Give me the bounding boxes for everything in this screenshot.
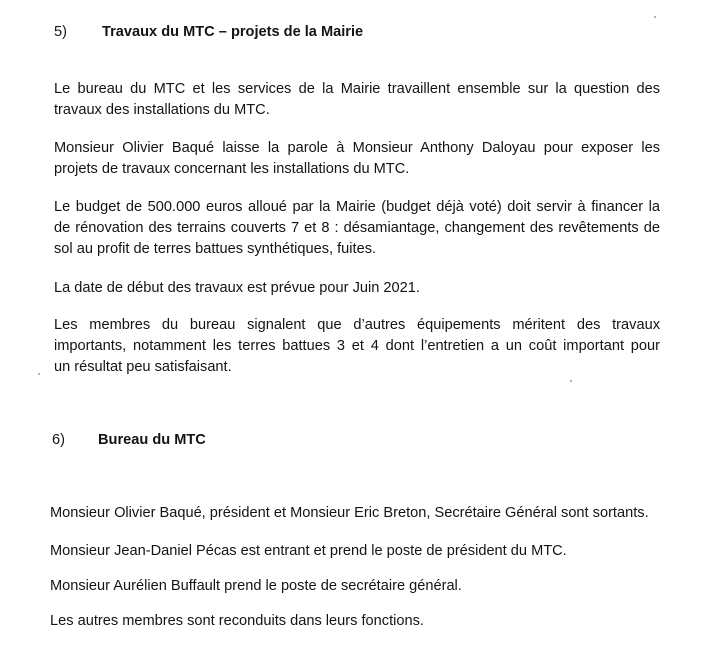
section-6-paragraph-4	[50, 611, 424, 632]
paragraph-line: Monsieur Aurélien Buffault prend le poste de secrétaire général.	[50, 578, 462, 594]
section-6-paragraph-3	[50, 576, 462, 597]
section-5-number: 5)	[54, 24, 67, 40]
section-5-paragraph-5	[54, 315, 660, 378]
section-5-paragraph-1	[54, 79, 660, 121]
paragraph-line: Monsieur Olivier Baqué laisse la parole à Monsieur Anthony Daloyau pour exposer les	[54, 140, 660, 156]
paragraph-line: sol au profit de terres battues synthétiques, fuites.	[54, 241, 377, 257]
scan-speck	[654, 16, 656, 18]
paragraph-line: Le budget de 500.000 euros alloué par la Mairie (budget déjà voté) doit servir à financer la	[54, 199, 660, 215]
paragraph-line: Monsieur Olivier Baqué, président et Monsieur Eric Breton, Secrétaire Général sont sortants.	[50, 505, 649, 521]
section-5-paragraph-3	[54, 197, 660, 260]
scan-speck	[38, 373, 40, 375]
section-5-heading	[54, 24, 363, 40]
paragraph-line: Les autres membres sont reconduits dans leurs fonctions.	[50, 613, 424, 629]
section-5-paragraph-2	[54, 138, 660, 180]
paragraph-line: importants, notamment les terres battues 3 et 4 dont l’entretien a un coût important pour	[54, 338, 660, 354]
paragraph-line: La date de début des travaux est prévue pour Juin 2021.	[54, 280, 420, 296]
paragraph-line: Le bureau du MTC et les services de la Mairie travaillent ensemble sur la question des	[54, 81, 660, 97]
section-6-title: Bureau du MTC	[98, 432, 206, 448]
paragraph-line: travaux des installations du MTC.	[54, 102, 270, 118]
scan-speck	[570, 380, 572, 382]
section-5-paragraph-4	[54, 278, 660, 299]
paragraph-line: Les membres du bureau signalent que d’autres équipements méritent des travaux	[54, 317, 660, 333]
section-5-title: Travaux du MTC – projets de la Mairie	[102, 24, 364, 40]
paragraph-line: projets de travaux concernant les installations du MTC.	[54, 161, 410, 177]
paragraph-line: de rénovation des terrains couverts 7 et 8 : désamiantage, changement des revêtements de	[54, 220, 660, 236]
paragraph-line: un résultat peu satisfaisant.	[54, 359, 232, 375]
paragraph-line: Monsieur Jean-Daniel Pécas est entrant et prend le poste de président du MTC.	[50, 543, 567, 559]
section-6-number: 6)	[52, 432, 65, 448]
section-6-paragraph-1	[50, 503, 649, 524]
section-6-heading	[52, 432, 206, 448]
section-6-paragraph-2	[50, 541, 567, 562]
